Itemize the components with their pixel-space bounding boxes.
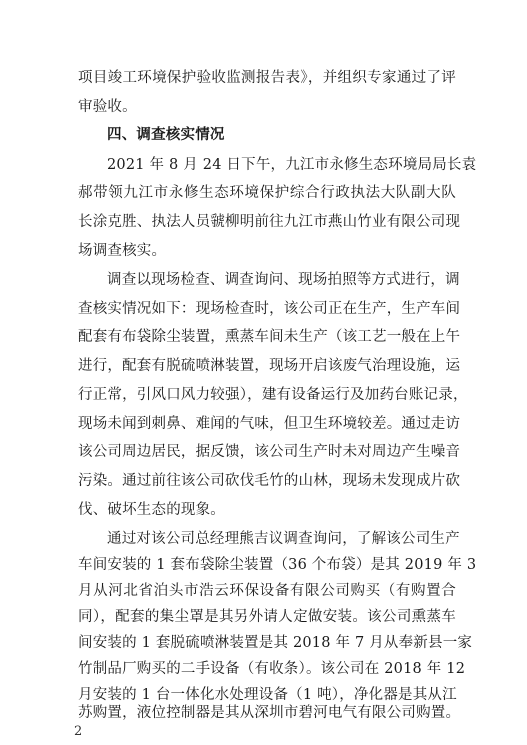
text-line: 该公司周边居民，据反馈，该公司生产时未对周边产生噪音 — [78, 444, 461, 460]
text-line: 污染。通过前往该公司砍伐毛竹的山林，现场未发现成片砍 — [78, 473, 461, 489]
text-line: 苏购置，液位控制器是其从深圳市碧河电气有限公司购置。 — [78, 705, 461, 721]
text-line: 郝带领九江市永修生态环境保护综合行政执法大队副大队 — [78, 185, 456, 201]
text-line: 同），配套的集尘罩是其另外请人定做安装。该公司熏蒸车 — [78, 609, 456, 625]
text-line: 进行，配套有脱硫喷淋装置，现场开启该废气治理设施，运 — [78, 358, 461, 374]
text-line: 车间安装的 1 套布袋除尘装置（36 个布袋）是其 2019 年 3 — [78, 557, 477, 573]
text-line: 现场未闻到刺鼻、难闻的气味，但卫生环境较差。通过走访 — [78, 416, 461, 432]
text-line: 间安装的 1 套脱硫喷淋装置是其 2018 年 7 月从奉新县一家 — [78, 635, 473, 651]
text-line: 长涂克胜、执法人员虢柳明前往九江市燕山竹业有限公司现 — [78, 214, 461, 230]
text-line: 审验收。 — [78, 99, 137, 115]
text-line: 月从河北省泊头市浩云环保设备有限公司购买（有购置合 — [78, 583, 456, 599]
text-line: 调查以现场检查、调查询问、现场拍照等方式进行，调 — [107, 272, 460, 288]
text-line: 场调查核实。 — [78, 243, 167, 259]
page-number: 2 — [74, 724, 83, 739]
text-line: 通过对该公司总经理熊吉议调查询问，了解该公司生产 — [107, 531, 460, 547]
text-line: 伐、破坏生态的现象。 — [78, 502, 225, 518]
text-line: 查核实情况如下：现场检查时，该公司正在生产，生产车间 — [78, 301, 461, 317]
text-line: 月安装的 1 台一体化水处理设备（1 吨），净化器是其从江 — [78, 687, 457, 703]
text-line: 竹制品厂购买的二手设备（有收条）。该公司在 2018 年 12 — [78, 661, 466, 677]
text-line: 项目竣工环境保护验收监测报告表》，并组织专家通过了评 — [78, 70, 456, 86]
text-line: 行正常，引风口风力较强），建有设备运行及加药台账记录， — [78, 387, 468, 403]
section-heading: 四、调查核实情况 — [107, 126, 225, 143]
text-line: 2021 年 8 月 24 日下午，九江市永修生态环境局局长袁 — [107, 157, 477, 173]
text-line: 配套有布袋除尘装置，熏蒸车间未生产（该工艺一般在上午 — [78, 329, 461, 345]
